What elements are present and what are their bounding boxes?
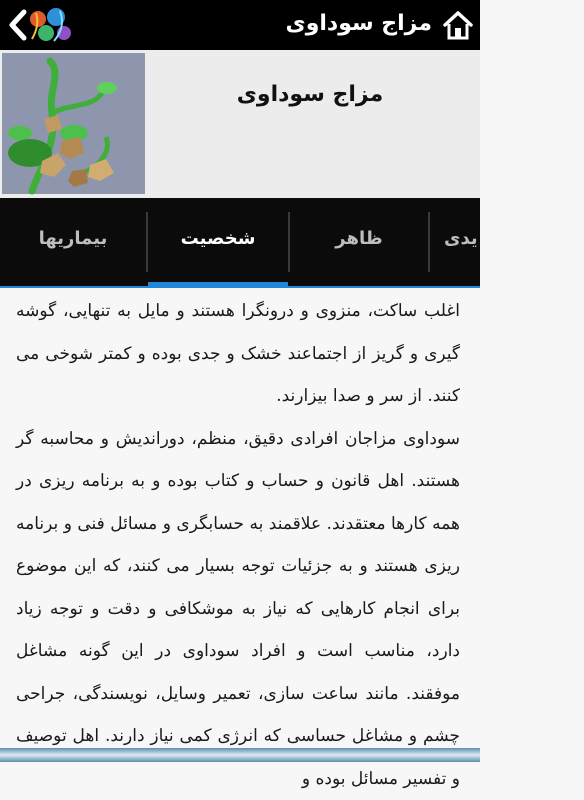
- header-image: [2, 53, 145, 194]
- article-paragraph: سوداوی مزاجان افرادی دقیق، منظم، دوراندیش و محاسبه گر هستند. اهل قانون و حساب و کتاب بوده و به برنامه ریزی در همه کارها معتقدند. علاقمند به حسابگری و مسائل فنی و برنامه ریزی هستند و به جزئیات توجه بسیار می کنند، که این موضوع برای انجام کارهایی که نیاز به موشکافی و دقت و توجه زیاد دارد، مناسب است و افراد سوداوی در این گونه مشاغل موفقند. مانند ساعت سازی، تعمیر وسایل، نویسندگی، جراحی چشم و مشاغل حساسی که انرژی کمی نیاز دارند. اهل توصیف و تفسیر مسائل بوده و: [16, 418, 460, 800]
- tab-partial[interactable]: یدی: [430, 198, 584, 284]
- tab-bar: [0, 198, 480, 288]
- tab-personality[interactable]: شخصیت: [148, 198, 288, 284]
- tab-bar-underline: [0, 286, 480, 288]
- seahorse-logo[interactable]: [26, 5, 74, 45]
- tab-appearance[interactable]: ظاهر: [290, 198, 428, 284]
- home-icon[interactable]: [442, 9, 474, 41]
- bottom-edge: [0, 748, 480, 762]
- article-content: [16, 290, 460, 750]
- top-bar: [0, 0, 480, 50]
- app-title: مزاج سوداوی: [286, 8, 432, 40]
- page-title: مزاج سوداوی: [160, 82, 460, 107]
- tab-diseases[interactable]: بیماریها: [0, 198, 146, 284]
- article-paragraph: اغلب ساکت، منزوی و درونگرا هستند و مایل به تنهایی، گوشه گیری و گریز از اجتماعند خشک و جدی بوده و کمتر شوخی می کنند. از سر و صدا بیزارند.: [16, 290, 460, 418]
